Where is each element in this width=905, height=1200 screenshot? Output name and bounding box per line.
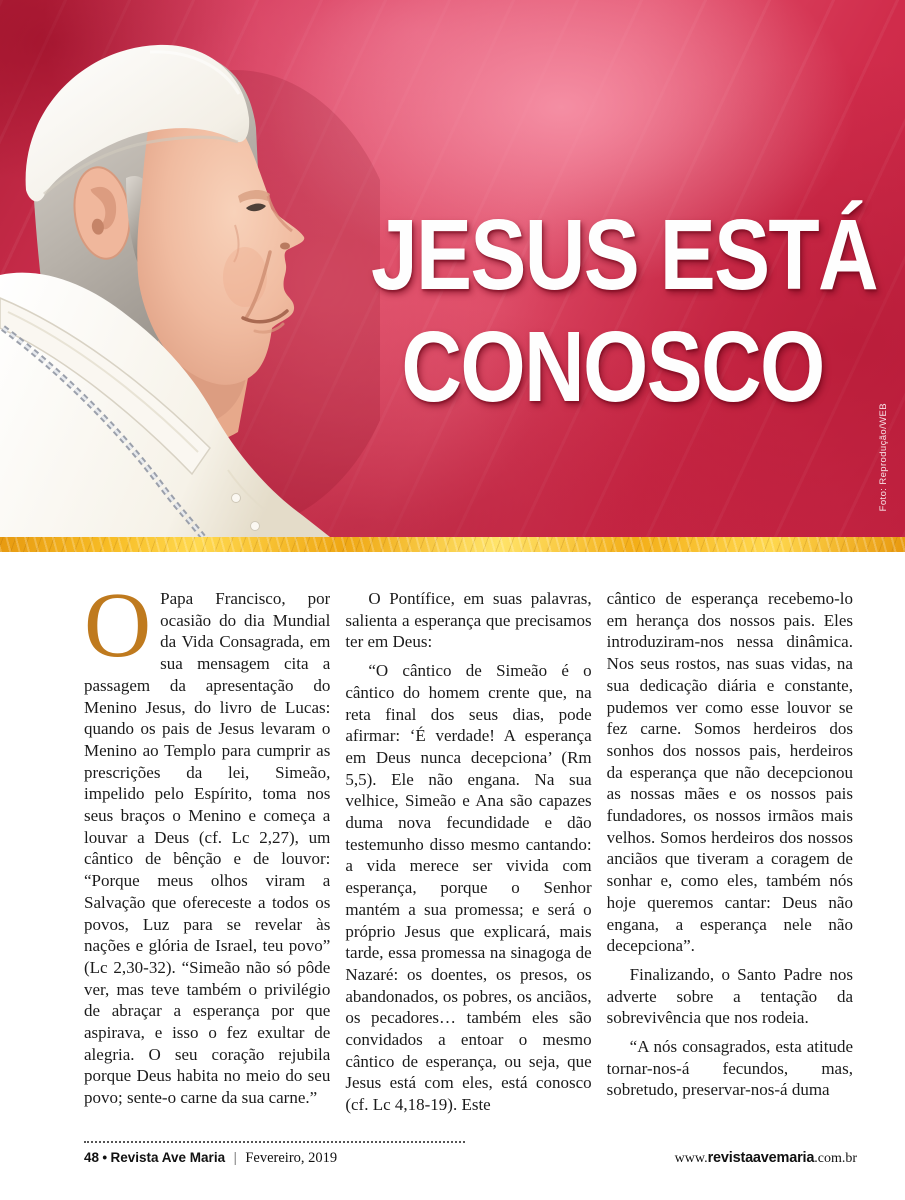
- photo-credit: Foto: Reprodução/WEB: [878, 402, 889, 511]
- text-column-3: [607, 588, 853, 1118]
- gold-divider-bar: [0, 537, 905, 552]
- footer-website: [675, 1150, 857, 1167]
- pope-francis-photo: [0, 0, 380, 537]
- website-prefix: www.: [674, 1151, 708, 1166]
- issue-date: Fevereiro, 2019: [245, 1150, 338, 1166]
- title-line-1: JESUS ESTÁ: [371, 199, 878, 311]
- footer-separator: |: [233, 1150, 237, 1165]
- paragraph-text: Papa Francisco, por ocasião do dia Mundial da Vida Consagrada, em sua mensagem cita a passagem da apresentação do Menino Jesus, do livro de Lucas: quando os pais de Jesus levaram o Menino ao Templo para cumprir as prescrições da lei, Simeão, impelido pelo Espírito, toma nos seus braços o Menino e começa a louvar a Deus (cf. Lc 2,27), um cântico de bênção e de louvor: “Porque meus olhos viram a Salvação que ofereceste a todos os povos, Luz para se revelar às nações e glória de Israel, teu povo” (Lc 2,30-32). “Simeão não só pôde ver, mas teve também o privilégio de abraçar a esperança por que aspirava, e isso o fez exultar de alegria. O seu coração rejubila porque Deus habita no meio do seu povo; sente-o carne da sua carne.”: [84, 589, 331, 1108]
- paragraph: O Pontífice, em suas palavras, salienta a esperança que precisamos ter em Deus:: [345, 589, 592, 652]
- footer-bullet: •: [102, 1150, 108, 1165]
- website-suffix: .com.br: [814, 1151, 857, 1166]
- text-column-2: [345, 588, 591, 1118]
- footer-left: [84, 1141, 465, 1167]
- page-number: 48: [84, 1150, 100, 1165]
- website-domain: revistaavemaria: [707, 1150, 815, 1166]
- article-body: [84, 588, 853, 1118]
- paragraph: Finalizando, o Santo Padre nos adverte sobre a tentação da sobrevivência que nos rodeia.: [606, 964, 853, 1028]
- title-line-2: CONOSCO: [401, 311, 824, 423]
- paragraph: [84, 588, 330, 1109]
- paragraph: “A nós consagrados, esta atitude tornar-nos-á fecundos, mas, sobretudo, preservar-nos-á duma: [606, 1037, 853, 1100]
- paragraph: cântico de esperança recebemo-lo em herança dos nossos pais. Eles introduziram-nos nessa dinâmica. Nos seus rostos, nas suas vidas, na sua dedicação diária e constante, pudemos ver como esse louvor se fez carne. Somos herdeiros dos sonhos dos nossos pais, herdeiros da esperança que não decepcionou as nossas mães e os nossos pais fundadores, os nossos irmãos mais velhos. Somos herdeiros dos nossos anciãos que tiveram a coragem de sonhar e, como eles, também nós hoje queremos cantar: Deus não engana, a esperança nele não decepciona”.: [606, 589, 853, 956]
- paragraph: “O cântico de Simeão é o cântico do homem crente que, na reta final dos seus dias, pode afirmar: ‘É verdade! A esperança em Deus nunca decepciona’ (Rm 5,5). Ele não engana. Na sua velhice, Simeão e Ana são capazes duma nova fecundidade e dão testemunho disso mesmo cantando: a vida merece ser vivida com esperança, porque o Senhor mantém a sua promessa; e será o próprio Jesus que explicará, mais tarde, essa promessa na sinagoga de Nazaré: os doentes, os presos, os abandonados, os pobres, os anciãos, os pecadores… também eles são convidados a entoar o mesmo cântico de esperança, ou seja, que Jesus está com eles, está conosco (cf. Lc 4,18-19). Este: [345, 661, 592, 1115]
- drop-cap: O: [84, 588, 152, 677]
- page-footer: [84, 1141, 857, 1167]
- text-column-1: [84, 588, 330, 1118]
- hero-image: [0, 0, 905, 537]
- magazine-name: Revista Ave Maria: [110, 1150, 226, 1165]
- page-title: [371, 199, 878, 423]
